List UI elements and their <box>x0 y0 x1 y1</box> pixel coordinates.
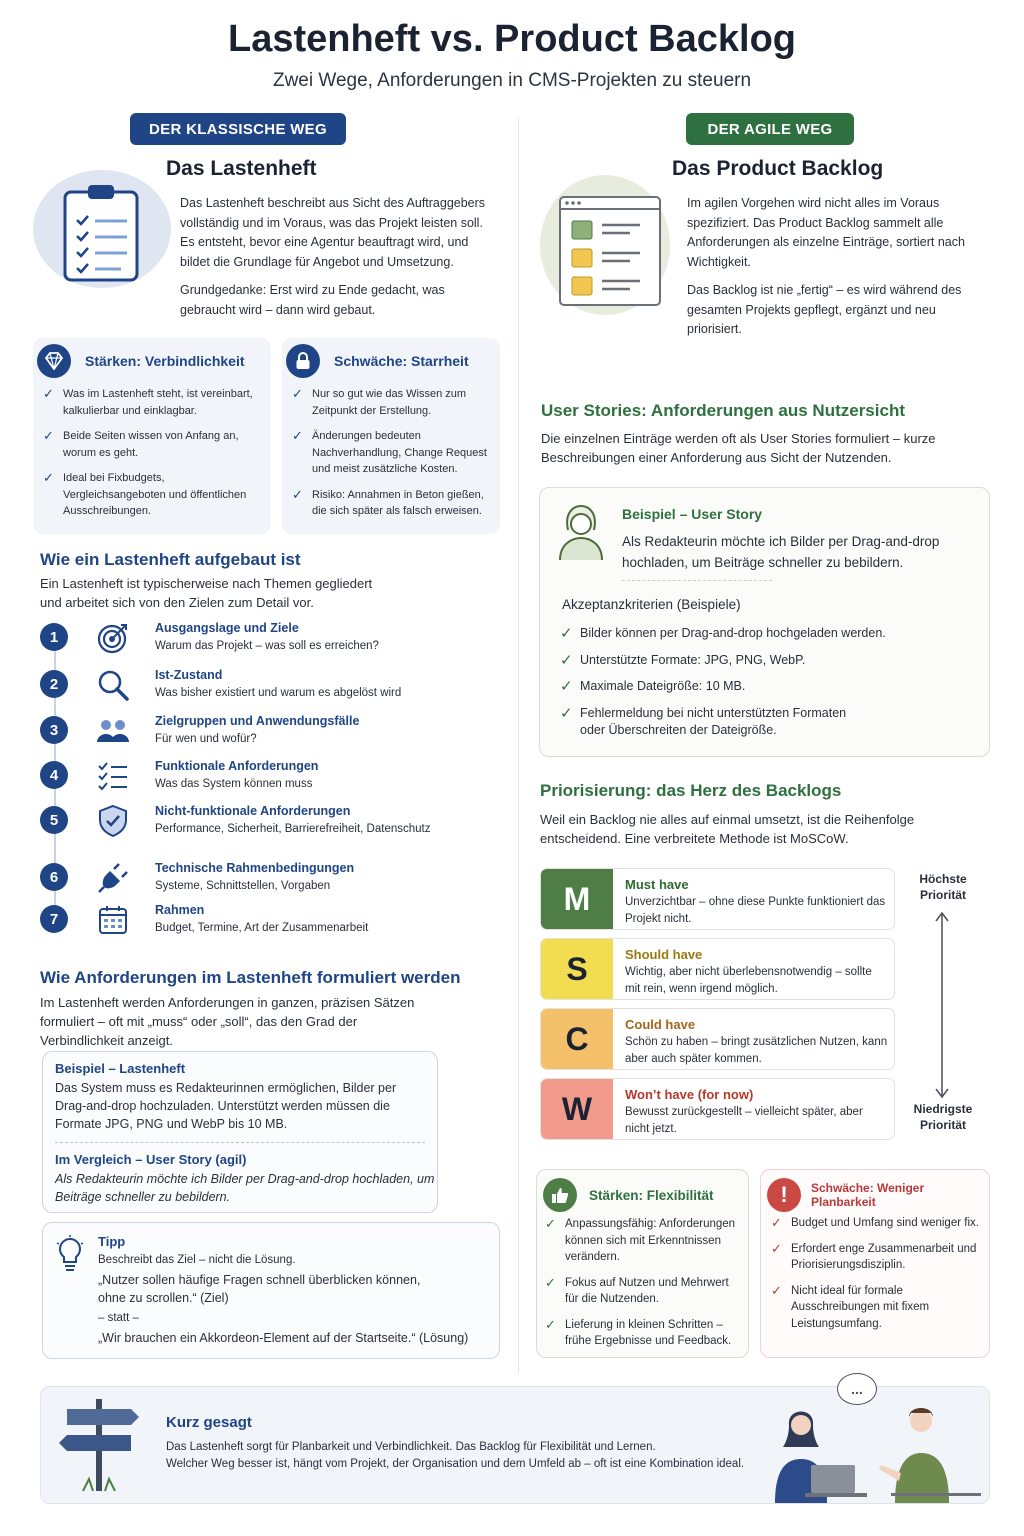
users-icon <box>96 714 130 748</box>
agile-way-pill: DER AGILE WEG <box>686 113 854 145</box>
step-number: 3 <box>40 716 68 744</box>
speech-bubble: ... <box>837 1373 877 1405</box>
list-item: ✓ Nicht ideal für formale Ausschreibungen mit fixem Leistungsumfang. <box>771 1282 930 1330</box>
moscow-desc: Wichtig, aber nicht überlebensnotwendig – sollte mit rein, wenn irgend möglich. <box>625 966 872 995</box>
lastenheft-weakness-card <box>282 338 500 534</box>
list-item: ✓ Was im Lastenheft steht, ist vereinbart, kalkulierbar und einklagbar. <box>43 386 253 417</box>
structure-step <box>40 804 500 844</box>
moscow-desc: Bewusst zurückgestellt – vielleicht später, aber nicht jetzt. <box>625 1106 863 1135</box>
step-number: 5 <box>40 806 68 834</box>
tip-line-1: Beschreibt das Ziel – nicht die Lösung. <box>98 1254 296 1266</box>
summary-title: Kurz gesagt <box>166 1414 252 1431</box>
priority-arrow-icon <box>930 910 954 1100</box>
formulate-text: Im Lastenheft werden Anforderungen in ganzen, präzisen Sätzen formuliert – oft mit „muss“ oder „soll“, das den Grad der Verbindlichkeit anzeigt. <box>40 995 415 1048</box>
backlog-weakness-header <box>767 1178 989 1212</box>
structure-title: Wie ein Lastenheft aufgebaut ist <box>40 550 301 569</box>
story-separator <box>622 580 772 581</box>
list-item: ✓ Fokus auf Nutzen und Mehrwert für die Nutzenden. <box>545 1274 729 1305</box>
step-number: 6 <box>40 863 68 891</box>
backlog-illustration <box>540 175 670 315</box>
plug-icon <box>96 861 130 895</box>
story-example-label: Beispiel – User Story <box>622 506 763 522</box>
step-desc: Was bisher existiert und warum es abgelöst wird <box>155 687 402 699</box>
lock-icon <box>286 344 320 378</box>
weakness-list <box>290 386 496 529</box>
clipboard-icon <box>33 170 171 288</box>
structure-step <box>40 861 500 901</box>
weakness-title: Schwäche: Starrheit <box>334 353 469 369</box>
backlog-strengths-list <box>543 1216 743 1359</box>
step-title: Rahmen <box>155 903 205 917</box>
page-title: Lastenheft vs. Product Backlog <box>227 18 796 60</box>
moscow-letter: W <box>541 1079 613 1139</box>
moscow-wont-row <box>540 1078 895 1140</box>
list-item: ✓ Lieferung in kleinen Schritten – frühe Ergebnisse und Feedback. <box>545 1316 732 1347</box>
browser-board-icon <box>540 175 670 315</box>
priority-title: Priorisierung: das Herz des Backlogs <box>540 781 842 800</box>
priority-text: Weil ein Backlog nie alles auf einmal umsetzt, ist die Reihenfolge entscheidend. Eine verbreitete Methode ist MoSCoW. <box>540 812 915 846</box>
structure-step <box>40 621 500 661</box>
step-title: Technische Rahmenbedingungen <box>155 861 355 875</box>
step-title: Nicht-funktionale Anforderungen <box>155 804 351 818</box>
compare-text: Als Redakteurin möchte ich Bilder per Drag-and-drop hochladen, um Beiträge schneller zu bebildern. <box>55 1172 435 1204</box>
list-item: ✓ Ideal bei Fixbudgets, Vergleichsangeboten und öffentlichen Ausschreibungen. <box>43 470 247 517</box>
lastenheft-strengths-card <box>33 338 271 534</box>
list-item: ✓ Änderungen bedeuten Nachverhandlung, Change Request und meist zusätzliche Kosten. <box>292 428 487 475</box>
step-number: 4 <box>40 761 68 789</box>
backlog-weakness-title: Schwäche: Weniger Planbarkeit <box>811 1181 925 1209</box>
backlog-principle: Das Backlog ist nie „fertig“ – es wird während des gesamten Projekts gepflegt, ergänzt und neu priorisiert. <box>687 283 962 336</box>
list-item: ✓ Nur so gut wie das Wissen zum Zeitpunkt der Erstellung. <box>292 386 467 417</box>
tip-label: Tipp <box>98 1234 126 1249</box>
structure-step <box>40 668 500 708</box>
backlog-strengths-header <box>543 1178 714 1212</box>
step-desc: Performance, Sicherheit, Barrierefreiheit, Datenschutz <box>155 823 431 835</box>
column-divider <box>518 118 519 1373</box>
lowest-priority-label: Niedrigste Priorität <box>913 1102 973 1132</box>
example-label: Beispiel – Lastenheft <box>55 1061 186 1076</box>
calendar-icon <box>96 903 130 937</box>
step-desc: Warum das Projekt – was soll es erreichen? <box>155 640 379 652</box>
step-desc: Für wen und wofür? <box>155 733 257 745</box>
backlog-heading: Das Product Backlog <box>672 157 884 180</box>
moscow-desc: Schön zu haben – bringt zusätzlichen Nutzen, kann aber auch später kommen. <box>625 1036 888 1065</box>
step-desc: Was das System können muss <box>155 778 313 790</box>
step-number: 2 <box>40 670 68 698</box>
woman-avatar-icon <box>554 502 608 567</box>
moscow-could-row <box>540 1008 895 1070</box>
step-title: Ist-Zustand <box>155 668 223 682</box>
criteria-label: Akzeptanzkriterien (Beispiele) <box>562 597 741 612</box>
tip-box <box>42 1222 500 1359</box>
stories-text: Die einzelnen Einträge werden oft als User Stories formuliert – kurze Beschreibungen einer Anforderung aus Sicht der Nutzenden. <box>541 431 936 465</box>
moscow-must-row <box>540 868 895 930</box>
moscow-letter: S <box>541 939 613 999</box>
step-number: 7 <box>40 905 68 933</box>
structure-step <box>40 714 500 754</box>
list-item: ✓ Erfordert enge Zusammenarbeit und Priorisierungsdisziplin. <box>771 1240 977 1271</box>
backlog-strengths-title: Stärken: Flexibilität <box>589 1187 714 1203</box>
stories-title: User Stories: Anforderungen aus Nutzersicht <box>541 401 905 420</box>
strengths-list <box>41 386 267 529</box>
step-title: Ausgangslage und Ziele <box>155 621 299 635</box>
list-item: ✓ Maximale Dateigröße: 10 MB. <box>560 678 746 695</box>
tip-line-2: „Nutzer sollen häufige Fragen schnell überblicken können, ohne zu scrollen.“ (Ziel) <box>98 1273 421 1305</box>
backlog-intro: Im agilen Vorgehen wird nicht alles im Voraus spezifiziert. Das Product Backlog sammelt alle Anforderungen als einzelne Einträge, sortiert nach Wichtigkeit. <box>687 196 965 269</box>
exclamation-icon: ! <box>767 1178 801 1212</box>
lastenheft-principle: Grundgedanke: Erst wird zu Ende gedacht, was gebraucht wird – dann wird gebaut. <box>180 283 445 317</box>
backlog-weakness-card <box>760 1169 990 1358</box>
criteria-list <box>558 625 978 749</box>
shield-icon <box>96 804 130 838</box>
magnifier-icon <box>96 668 130 702</box>
summary-line-2: Welcher Weg besser ist, hängt vom Projekt, der Organisation und dem Umfeld ab – oft ist eine Kombination ideal. <box>166 1458 745 1470</box>
page-subtitle: Zwei Wege, Anforderungen in CMS-Projekten zu steuern <box>272 70 752 91</box>
formulate-title: Wie Anforderungen im Lastenheft formuliert werden <box>40 968 461 987</box>
moscow-letter: M <box>541 869 613 929</box>
moscow-title: Won’t have (for now) <box>625 1087 754 1102</box>
backlog-strengths-card <box>536 1169 749 1358</box>
example-text: Das System muss es Redakteurinnen ermöglichen, Bilder per Drag-and-drop hochzuladen. Unterstützt werden müssen die Formate JPG, PNG und WebP bis 10 MB. <box>55 1081 397 1131</box>
clipboard-illustration <box>33 170 171 288</box>
lastenheft-intro: Das Lastenheft beschreibt aus Sicht des Auftraggebers vollständig und im Voraus, was das Projekt leisten soll. Es entsteht, bevor eine Agentur beauftragt wird, und bildet die Grundlage für Angebot und Umsetzung. <box>180 196 486 269</box>
example-separator <box>55 1142 425 1143</box>
step-title: Funktionale Anforderungen <box>155 759 319 773</box>
checklist-icon <box>96 759 130 793</box>
user-story-card <box>539 487 990 757</box>
summary-footer <box>40 1381 990 1504</box>
list-item: ✓ Anpassungsfähig: Anforderungen können sich mit Erkenntnissen verändern. <box>545 1216 736 1263</box>
list-item: ✓ Bilder können per Drag-and-drop hochgeladen werden. <box>560 625 886 642</box>
strengths-header <box>37 344 245 378</box>
moscow-title: Could have <box>625 1017 696 1032</box>
strengths-title: Stärken: Verbindlichkeit <box>85 353 245 369</box>
lightbulb-icon <box>55 1235 85 1278</box>
lastenheft-example-box <box>42 1051 438 1213</box>
summary-line-1: Das Lastenheft sorgt für Planbarkeit und Verbindlichkeit. Das Backlog für Flexibilität und Lernen. <box>166 1441 656 1453</box>
people-discussing-illustration <box>761 1395 986 1503</box>
signpost-icon <box>53 1393 145 1497</box>
compare-label: Im Vergleich – User Story (agil) <box>55 1152 247 1167</box>
step-title: Zielgruppen und Anwendungsfälle <box>155 714 360 728</box>
moscow-title: Should have <box>625 947 703 962</box>
moscow-should-row <box>540 938 895 1000</box>
moscow-desc: Unverzichtbar – ohne diese Punkte funktioniert das Projekt nicht. <box>625 896 886 925</box>
structure-step <box>40 903 500 943</box>
moscow-title: Must have <box>625 877 689 892</box>
step-number: 1 <box>40 623 68 651</box>
lastenheft-heading: Das Lastenheft <box>166 157 317 180</box>
diamond-icon <box>37 344 71 378</box>
list-item: ✓ Risiko: Annahmen in Beton gießen, die sich später als falsch erweisen. <box>292 486 484 517</box>
structure-step <box>40 759 500 799</box>
classic-way-pill: DER KLASSISCHE WEG <box>130 113 346 145</box>
target-icon <box>96 621 130 655</box>
tip-line-4: „Wir brauchen ein Akkordeon-Element auf der Startseite.“ (Lösung) <box>98 1331 469 1345</box>
list-item: ✓ Beide Seiten wissen von Anfang an, worum es geht. <box>43 428 239 459</box>
tip-line-3: – statt – <box>98 1312 139 1324</box>
weakness-header <box>286 344 469 378</box>
structure-text: Ein Lastenheft ist typischerweise nach Themen gegliedert und arbeitet sich von den Zielen zum Detail vor. <box>40 576 373 610</box>
step-desc: Budget, Termine, Art der Zusammenarbeit <box>155 922 369 934</box>
story-example-text: Als Redakteurin möchte ich Bilder per Drag-and-drop hochladen, um Beiträge schneller zu bebildern. <box>622 534 940 570</box>
step-desc: Systeme, Schnittstellen, Vorgaben <box>155 880 331 892</box>
list-item: ✓ Fehlermeldung bei nicht unterstützten Formaten oder Überschreiten der Dateigröße. <box>560 704 847 737</box>
list-item: ✓ Unterstützte Formate: JPG, PNG, WebP. <box>560 651 806 669</box>
thumbs-up-icon <box>543 1178 577 1212</box>
highest-priority-label: Höchste Priorität <box>919 872 967 902</box>
backlog-weakness-list <box>769 1215 979 1341</box>
list-item: ✓ Budget und Umfang sind weniger fix. <box>771 1215 979 1230</box>
moscow-letter: C <box>541 1009 613 1069</box>
